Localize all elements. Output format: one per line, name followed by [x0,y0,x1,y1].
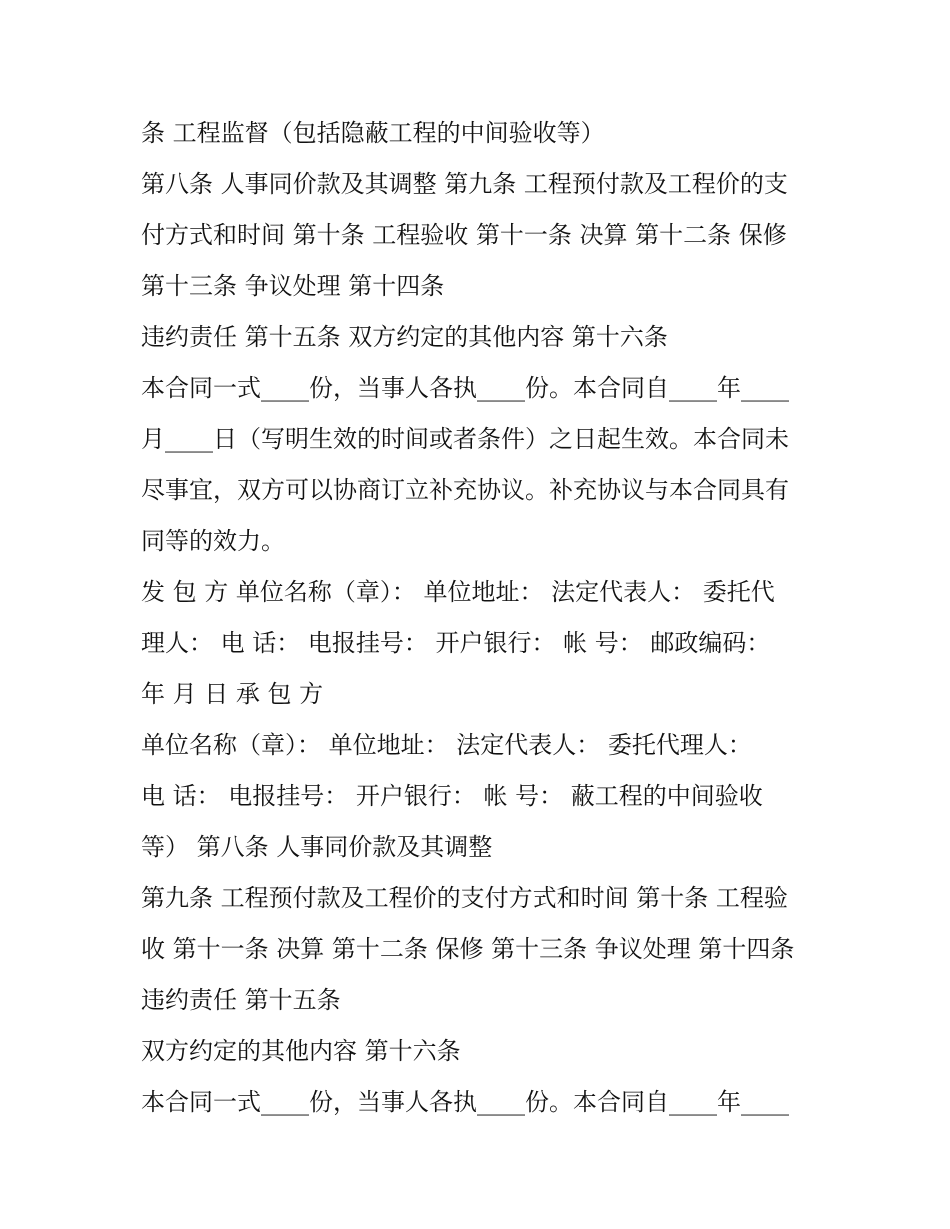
text-line: 年 月 日 承 包 方 [141,680,324,708]
text-line: 收 第十一条 决算 第十二条 保修 第十三条 争议处理 第十四条 [141,935,795,963]
text-line: 本合同一式____份，当事人各执____份。本合同自____年____ [141,1088,789,1116]
text-line: 理人： 电 话： 电报挂号： 开户银行： 帐 号： 邮政编码： [141,629,771,657]
text-line: 违约责任 第十五条 [141,986,341,1014]
text-line: 违约责任 第十五条 双方约定的其他内容 第十六条 [141,323,668,351]
text-line: 付方式和时间 第十条 工程验收 第十一条 决算 第十二条 保修 [141,221,787,249]
text-line: 第十三条 争议处理 第十四条 [141,272,445,300]
text-line: 尽事宜，双方可以协商订立补充协议。补充协议与本合同具有 [141,476,789,504]
contract-text [141,108,821,1128]
text-line: 第九条 工程预付款及工程价的支付方式和时间 第十条 工程验 [141,884,788,912]
text-line: 条 工程监督（包括隐蔽工程的中间验收等） [141,119,605,147]
text-line: 第八条 人事同价款及其调整 第九条 工程预付款及工程价的支 [141,170,788,198]
text-line: 电 话： 电报挂号： 开户银行： 帐 号： 蔽工程的中间验收 [141,782,763,810]
text-line: 等） 第八条 人事同价款及其调整 [141,833,493,861]
text-line: 同等的效力。 [141,527,285,555]
text-line: 本合同一式____份，当事人各执____份。本合同自____年____ [141,374,789,402]
text-line: 单位名称（章）： 单位地址： 法定代表人： 委托代理人： [141,731,752,759]
text-line: 月____日（写明生效的时间或者条件）之日起生效。本合同未 [141,425,789,453]
text-line: 双方约定的其他内容 第十六条 [141,1037,461,1065]
text-line: 发 包 方 单位名称（章）： 单位地址： 法定代表人： 委托代 [141,578,775,606]
